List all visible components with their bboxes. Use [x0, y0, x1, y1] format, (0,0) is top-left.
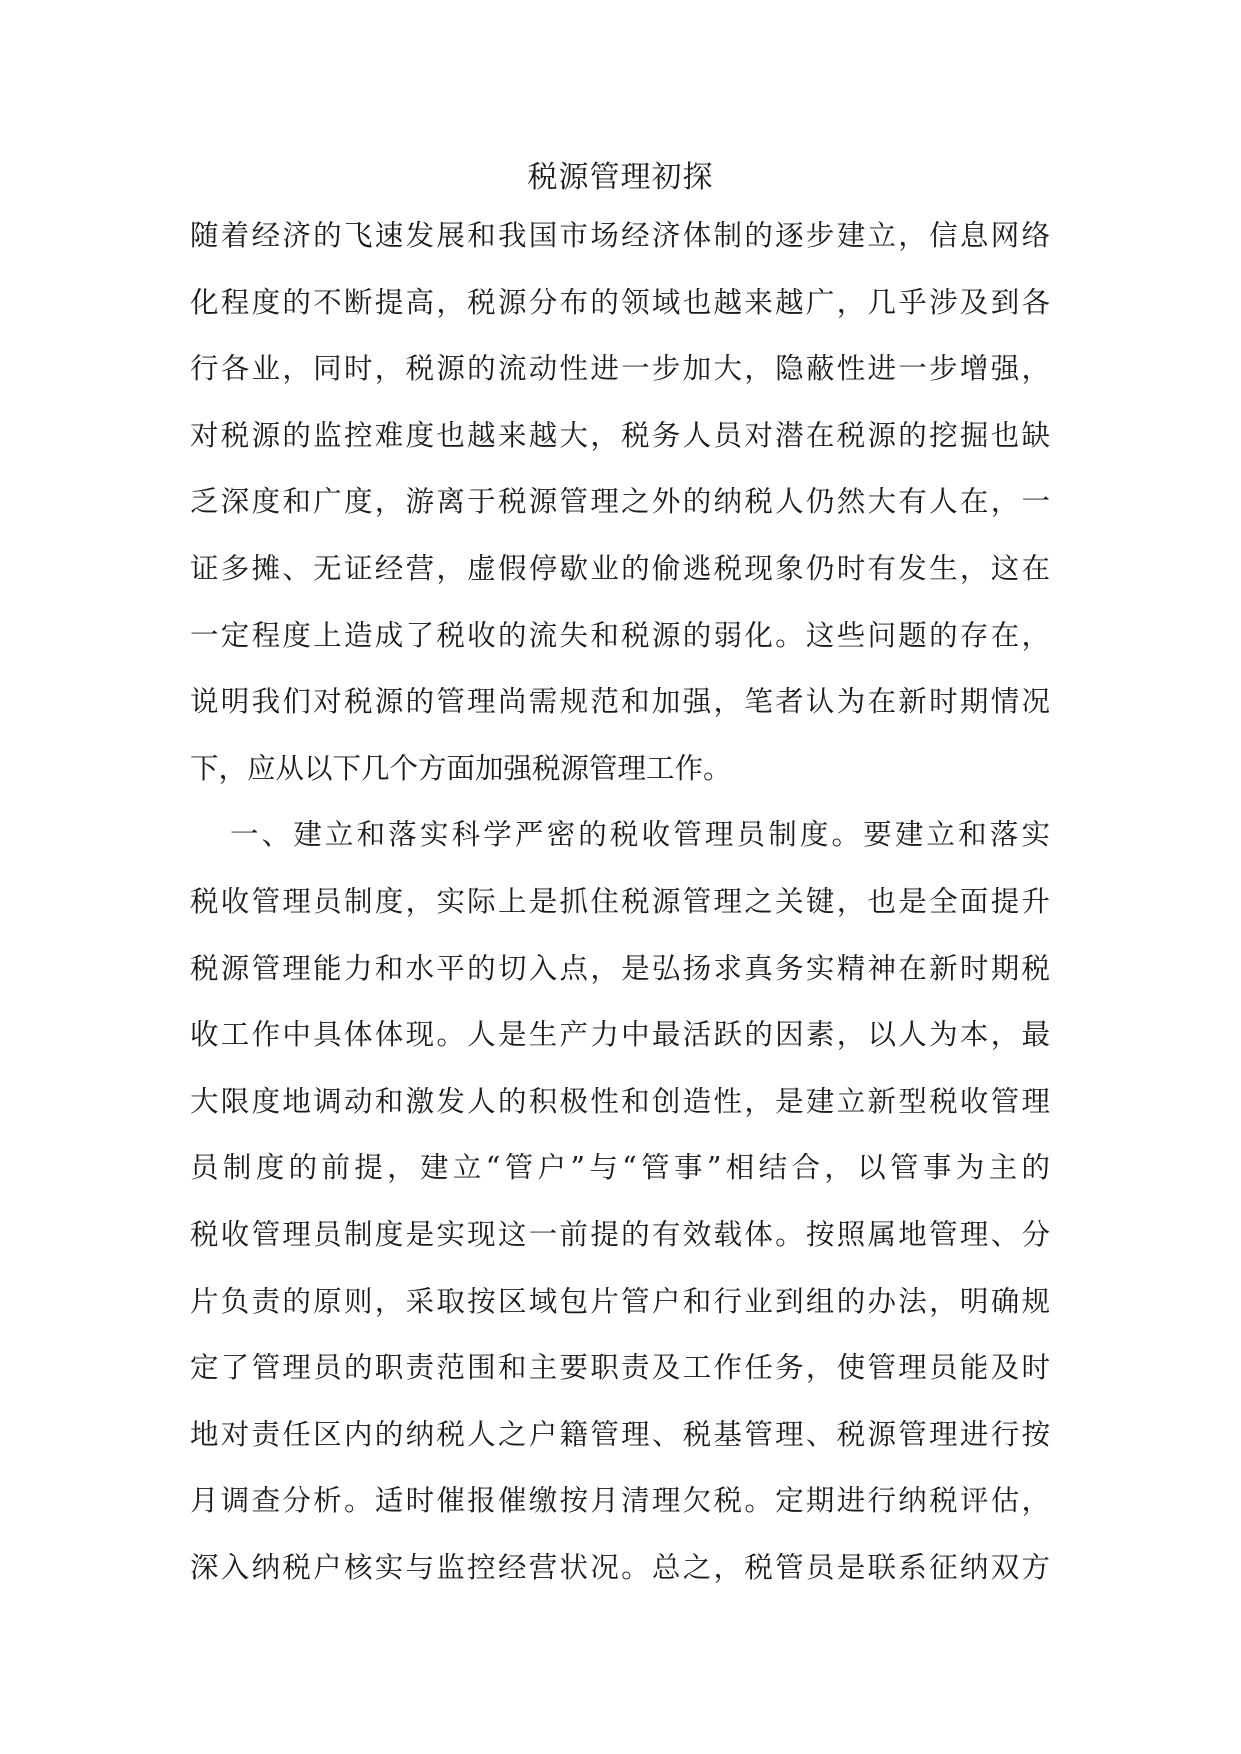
body-line: 深入纳税户核实与监控经营状况。总之，税管员是联系征纳双方 [190, 1550, 1050, 1584]
body-line: 大限度地调动和激发人的积极性和创造性，是建立新型税收管理 [190, 1084, 1050, 1118]
body-line: 收工作中具体体现。人是生产力中最活跃的因素，以人为本，最 [190, 1018, 1050, 1052]
body-line: 证多摊、无证经营，虚假停歇业的偷逃税现象仍时有发生，这在 [190, 551, 1050, 585]
body-line: 下，应从以下几个方面加强税源管理工作。 [190, 751, 732, 785]
document-body [190, 203, 1050, 1601]
body-line: 行各业，同时，税源的流动性进一步加大，隐蔽性进一步增强， [190, 352, 1050, 386]
body-line: 税源管理能力和水平的切入点，是弘扬求真务实精神在新时期税 [190, 951, 1050, 985]
body-line: 乏深度和广度，游离于税源管理之外的纳税人仍然大有人在，一 [190, 485, 1050, 519]
body-line: 员制度的前提，建立“管户”与“管事”相结合，以管事为主的 [190, 1151, 1050, 1185]
body-line: 随着经济的飞速发展和我国市场经济体制的逐步建立，信息网络 [190, 219, 1050, 252]
body-line: 税收管理员制度是实现这一前提的有效载体。按照属地管理、分 [190, 1217, 1050, 1251]
body-line: 一、建立和落实科学严密的税收管理员制度。要建立和落实 [230, 818, 1050, 852]
body-line: 化程度的不断提高，税源分布的领域也越来越广，几乎涉及到各 [190, 285, 1050, 319]
body-line: 片负责的原则，采取按区域包片管户和行业到组的办法，明确规 [190, 1284, 1050, 1318]
body-line: 月调查分析。适时催报催缴按月清理欠税。定期进行纳税评估， [190, 1484, 1050, 1518]
body-line: 对税源的监控难度也越来越大，税务人员对潜在税源的挖掘也缺 [190, 418, 1050, 452]
body-line: 定了管理员的职责范围和主要职责及工作任务，使管理员能及时 [190, 1351, 1050, 1385]
body-line: 税收管理员制度，实际上是抓住税源管理之关键，也是全面提升 [190, 884, 1050, 918]
body-line: 地对责任区内的纳税人之户籍管理、税基管理、税源管理进行按 [190, 1417, 1050, 1451]
document-title: 税源管理初探 [527, 160, 714, 195]
body-line: 一定程度上造成了税收的流失和税源的弱化。这些问题的存在， [190, 618, 1050, 652]
body-line: 说明我们对税源的管理尚需规范和加强，笔者认为在新时期情况 [190, 685, 1050, 719]
